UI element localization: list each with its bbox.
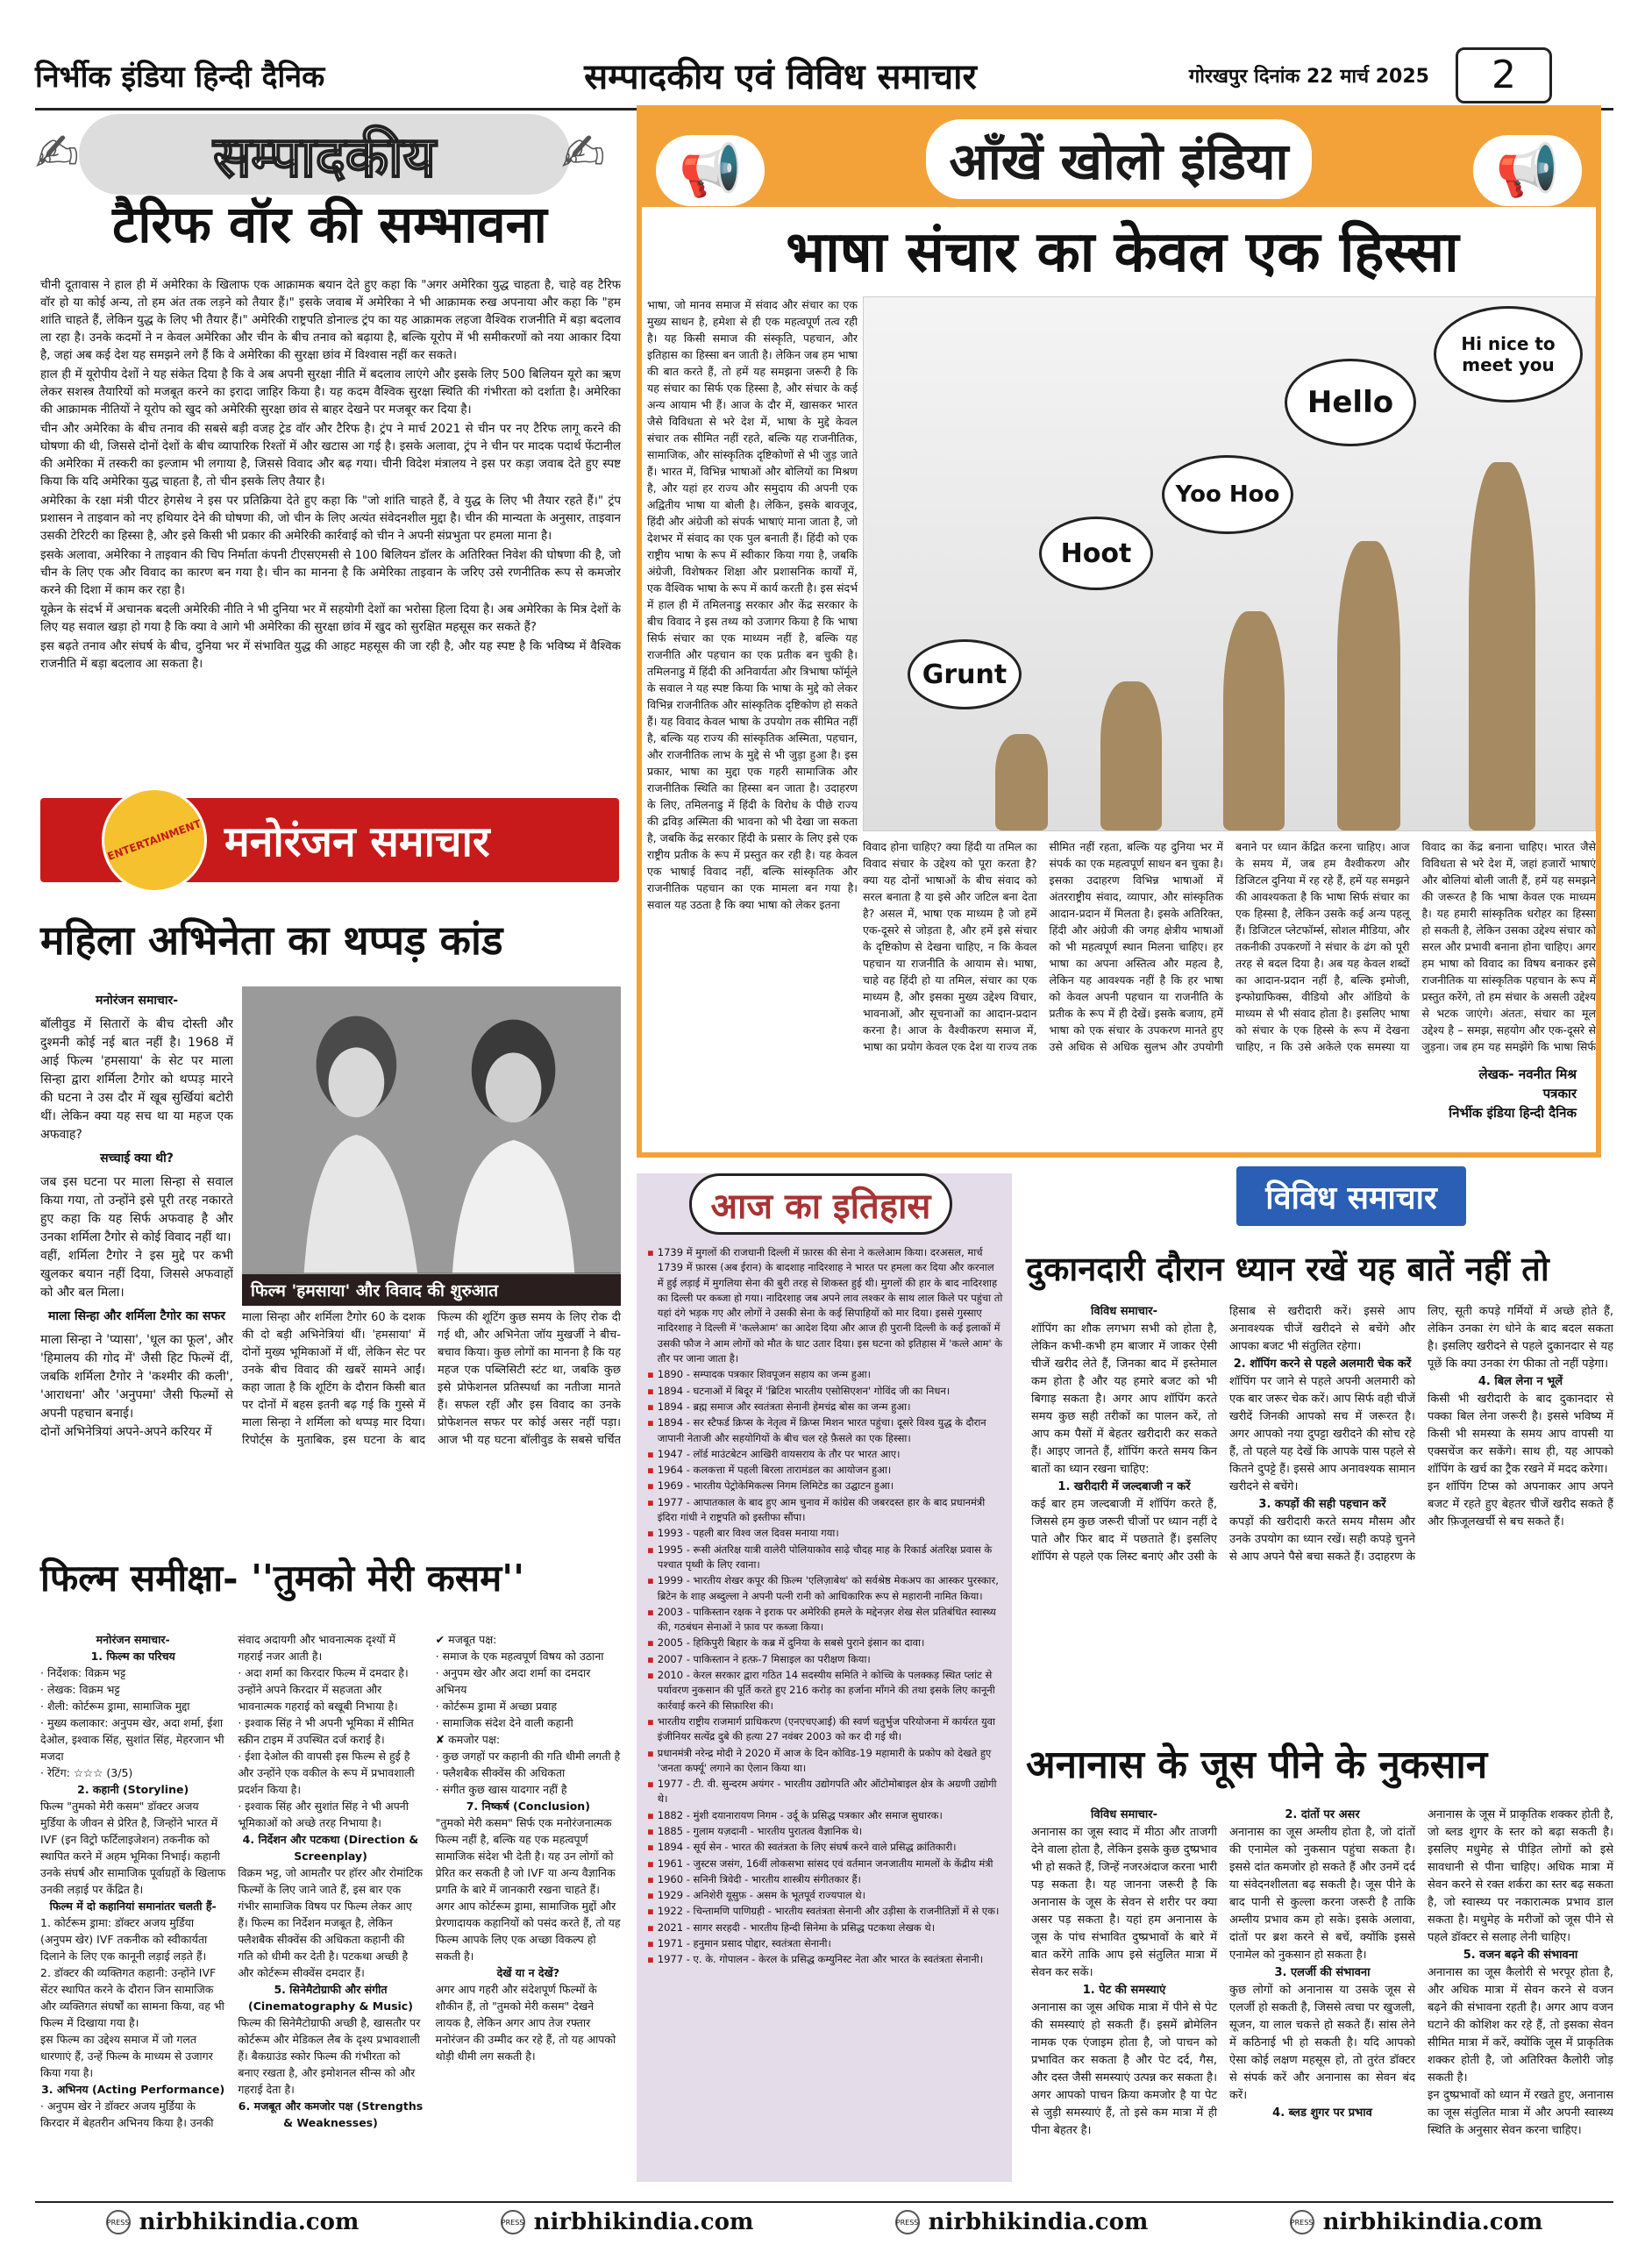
article-paragraph: 1. कोर्टरूम ड्रामा: डॉक्टर अजय मुर्डिया (अनुपम खेर) IVF तकनीक को स्वीकार्यता दिलाने के लिए एक कानूनी लड़ाई लड़ते हैं। [40, 1916, 208, 1963]
bullet-icon: ▪ [647, 1953, 654, 1966]
editorial-paragraph: इसके अलावा, अमेरिका ने ताइवान की चिप निर्माता कंपनी टीएसएमसी से 100 बिलियन डॉलर के अतिरिक्त निवेश की घोषणा की है, जो चीन के लिए एक और विवाद का कारण बन गया है। चीन का मानना है कि अमेरिका ताइवान के जरिए उसे रणनीतिक रूप से कमजोर करने की दिशा में काम कर रहा है। [40, 548, 621, 597]
editorial-body [40, 276, 621, 767]
history-item-text: 1999 - भारतीय शेखर कपूर की फ़िल्म 'एलिज़ाबेथ' को सर्वश्रेष्ठ मेकअप का आस्कर पुरस्कार, ब्रिटेन के शाह अब्दुल्ला ने अपनी पत्नी रानी को आधिकारिक रूप से महारानी नामित किया। [657, 1574, 999, 1602]
bullet-icon: ▪ [647, 1384, 654, 1397]
article-subhead: 2. कहानी (Storyline) [77, 1783, 189, 1796]
history-item-text: 2003 - पाकिस्तान रक्षक ने इराक पर अमेरिकी हमले के मद्देनज़र शेख सेल प्रतिबंधित स्वास्थ्य की, गठबंधन सेनाओं ने फ़ाव पर कब्जा किया। [657, 1605, 996, 1634]
editorial-headline: टैरिफ वॉर की सम्भावना [112, 195, 547, 254]
megaphone-icon: 📢 [1473, 135, 1582, 206]
actresses-photo-image [243, 986, 620, 1273]
article-paragraph: · संगीत कुछ खास यादगार नहीं है [435, 1783, 567, 1796]
website-link[interactable]: nirbhikindia.com [1322, 2209, 1543, 2235]
history-item-text: 1894 - घटनाओं में बिदूर में 'ब्रिटिश भारतीय एसोसिएशन' गोविंद जी का निधन। [657, 1384, 951, 1397]
entertainment-banner-label: मनोरंजन समाचार [224, 816, 490, 866]
article-subhead: 1. फिल्म का परिचय [90, 1650, 175, 1663]
feature-article [637, 105, 1601, 1158]
article-paragraph: बॉलीवुड में सितारों के बीच दोस्ती और दुश्मनी कोई नई बात नहीं है। 1968 में आई फिल्म 'हमसाया' के सेट पर माला सिन्हा द्वारा शर्मिला टैगोर को थप्पड़ मारने की घटना ने उस दौर में खूब सुर्खियां बटोरी थीं। लेकिन क्या यह सच था या महज एक अफवाह? [40, 1017, 233, 1142]
history-section [637, 1173, 1012, 2182]
article-subhead: 3. अभिनय (Acting Performance) [41, 2083, 225, 2096]
article-subhead: 1. पेट की समस्याएं [1082, 1984, 1166, 1997]
article-paragraph: · कुछ जगहों पर कहानी की गति धीमी लगती है [435, 1750, 621, 1763]
history-item [647, 1636, 1003, 1650]
article-paragraph: किसी भी खरीदारी के बाद दुकानदार से पक्का बिल लेना जरूरी है। इससे भविष्य में किसी भी समस्या के समय आप वापसी या एक्सचेंज कर सकेंगे। साथ ही, यह आपको शॉपिंग के खर्च का ट्रैक रखने में मदद करेगा। [1428, 1393, 1613, 1476]
speech-bubble-grunt: Grunt [908, 639, 1022, 709]
article-paragraph: · अदा शर्मा का किरदार फिल्म में दमदार है। उन्होंने अपने किरदार में सहजता और भावनात्मक गहराई को बखूबी निभाया है। [238, 1666, 409, 1713]
article-subhead: 1. खरीदारी में जल्दबाजी न करें [1057, 1480, 1191, 1493]
history-banner: आज का इतिहास [689, 1173, 952, 1235]
history-item-text: 1971 - हनुमान प्रसाद पोद्दार, स्वतंत्रता सेनानी। [657, 1937, 831, 1950]
bullet-icon: ▪ [647, 1246, 654, 1258]
review-body [40, 1631, 621, 2166]
history-item [647, 1495, 1003, 1526]
history-item-text: 1894 - सर स्टैफर्ड क्रिप्स के नेतृत्व में क्रिप्स मिशन भारत पहुंचा। दूसरे विश्व युद्ध के दौरान जापानी नेताजी और सहयोगियों के बीच चल रहे फ़ैसले का एक हिस्सा। [657, 1416, 986, 1444]
history-item-text: 1993 - पहली बार विश्व जल दिवस मनाया गया। [657, 1527, 839, 1540]
article-paragraph: · सामाजिक संदेश देने वाली कहानी [435, 1716, 573, 1729]
feature-banner [642, 110, 1596, 207]
bullet-icon: ▪ [647, 1669, 654, 1682]
history-item [647, 1746, 1003, 1777]
article-paragraph: 2. डॉक्टर की व्यक्तिगत कहानी: उन्होंने IVF सेंटर स्थापित करने के दौरान जिन सामाजिक और व्यक्तिगत संघर्षों का सामना किया, वह भी फिल्म में दिखाया गया है। [40, 1966, 224, 2029]
article-paragraph: · मुख्य कलाकार: अनुपम खेर, अदा शर्मा, ईशा देओल, इश्वाक सिंह, सुशांत सिंह, मेहरजान भी मजदा [40, 1716, 224, 1763]
history-item [647, 1714, 1003, 1745]
history-item [647, 1668, 1003, 1714]
bullet-icon: ▪ [647, 1527, 654, 1540]
article-subhead: 3. कपड़ों की सही पहचान करें [1258, 1498, 1386, 1511]
article-paragraph: "तुमको मेरी कसम" सिर्फ एक मनोरंजनात्मक फिल्म नहीं है, बल्कि यह एक महत्वपूर्ण सामाजिक संदेश भी देती है। यह उन लोगों को प्रेरित कर सकती है जो IVF या अन्य वैज्ञानिक प्रगति के बारे में जानकारी रखना चाहते हैं। अगर आप कोर्टरूम ड्रामा, सामाजिक मुद्दों और प्रेरणादायक कहानियों को पसंद करते हैं, तो यह फिल्म आपके लिए एक अच्छा विकल्प हो सकती है। [435, 1816, 621, 1963]
bullet-icon: ▪ [647, 1495, 654, 1508]
shopping-body [1031, 1303, 1613, 1707]
edition-date: गोरखपुर दिनांक 22 मार्च 2025 [1188, 65, 1429, 88]
article-subhead: 7. निष्कर्ष (Conclusion) [466, 1800, 590, 1813]
history-item-text: 1995 - रूसी अंतरिक्ष यात्री वालेरी पोलियाकोव साढ़े चौदह माह के रिकार्ड अंतरिक्ष प्रवास के पश्चात पृथ्वी के लिए रवाना। [657, 1543, 993, 1571]
history-item [647, 1857, 1003, 1871]
speech-bubble-hoot: Hoot [1039, 517, 1153, 590]
article-paragraph: ✘ कमजोर पक्ष: [435, 1733, 501, 1746]
history-item [647, 1400, 1003, 1415]
editorial-paragraph: इस बढ़ते तनाव और संघर्ष के बीच, दुनिया भर में संभावित युद्ध की आहट महसूस की जा रही है, और यह स्पष्ट है कि भविष्य में वैश्विक राजनीति में बड़ा बदलाव आ सकता है। [40, 639, 621, 671]
history-item-text: 1977 - टी. वी. सुन्दरम अयंगर - भारतीय उद्योगपति और ऑटोमोबाइल क्षेत्र के अग्रणी उद्योगी थे। [657, 1778, 997, 1806]
history-item-text: 1894 - ब्रह्म समाज और स्वतंत्रता सेनानी हेमचंद्र बोस का जन्म हुआ। [657, 1400, 911, 1413]
history-item-text: 1739 में मुगलों की राजधानी दिल्ली में फ़ारस की सेना ने कत्लेआम किया। दरअसल, मार्च 1739 में फ़ारस (अब ईरान) के बादशाह नादिरशाह ने भारत पर हमला कर दिया और करनाल में हुई लड़ाई में मुगलिया सेना की बुरी तरह से शिकस्त हुई थी। मुगलों की हार के बाद नादिरशाह का दिल्ली पर कब्जा हो गया। नादिरशाह जब अपने लाव लश्कर के साथ लाल किले पर पहुंचा तो यहां दंगे भड़क गए और लोगों ने उसकी सेना के कई सिपाहियों को मार दिया। इससे गुस्साए नादिरशाह ने दिल्ली में 'कत्लेआम' का आदेश दिया और आज ही पुरानी दिल्ली के कई इलाकों में उसकी फौज ने आम लोगों को मौत के घाट उतार दिया। इस घटना को इतिहास में 'कत्ले आम' के तौर पर जाना जाता है। [657, 1246, 1003, 1365]
article-paragraph: इस फिल्म का उद्देश्य समाज में जो गलत धारणाएं हैं, उन्हें फिल्म के माध्यम से उजागर किया गया है। [40, 2033, 213, 2079]
website-link[interactable]: nirbhikindia.com [533, 2209, 754, 2235]
article-subhead: फिल्म में दो कहानियां समानांतर चलती हैं- [49, 1899, 217, 1913]
history-item [647, 1840, 1003, 1855]
article-subhead: 4. निर्देशन और पटकथा (Direction & Screenplay) [242, 1833, 419, 1863]
bullet-icon: ▪ [647, 1921, 654, 1934]
actresses-photo [242, 987, 621, 1274]
article-paragraph: फिल्म की सिनेमैटोग्राफी अच्छी है, खासतौर पर कोर्टरूम और मेडिकल लैब के दृश्य प्रभावशाली हैं। बैकग्राउंड स्कोर फिल्म की गंभीरता को बनाए रखता है, और इमोशनल सीन्स को और गहराई देता है। [238, 2016, 421, 2096]
article-paragraph: जब इस घटना पर माला सिन्हा से सवाल किया गया, तो उन्होंने इसे पूरी तरह नकारते हुए कहा कि यह सिर्फ अफवाह है और उनका शर्मिला टैगोर से कोई विवाद नहीं था। [40, 1175, 233, 1244]
history-item-text: 1977 - ए. के. गोपालन - केरल के प्रसिद्ध कम्युनिस्ट नेता और भारत के स्वतंत्रता सेनानी। [657, 1953, 984, 1966]
history-item-text: 1929 - अनिशेरी यूसुफ़ - असम के भूतपूर्व राज्यपाल थे। [657, 1889, 865, 1902]
website-link[interactable]: nirbhikindia.com [139, 2209, 360, 2235]
article-paragraph: कुछ लोगों को अनानास या उसके जूस से एलर्जी हो सकती है, जिससे त्वचा पर खुजली, सूजन, या लाल चकत्ते हो सकते हैं। सांस लेने में कठिनाई भी हो सकती है। यदि आपको ऐसा कोई लक्षण महसूस हो, तो तुरंत डॉक्टर से संपर्क करें और अनानास का सेवन बंद करें। [1229, 1984, 1415, 2102]
history-item [647, 1463, 1003, 1478]
footer-cell [430, 2203, 824, 2241]
article-paragraph: कई बार हम जल्दबाजी में शॉपिंग करते हैं, जिससे हम कुछ जरूरी चीजों पर ध्यान नहीं दे पाते और फिर बाद में पछताते हैं। इसलिए शॉपिंग से पहले एक लिस्ट बनाएं और उसी के हिसाब से खरीदारी करें। इससे आप अनावश्यक चीजें खरीदने से बचेंगे और आपका बजट भी संतुलित रहेगा। [1031, 1305, 1415, 1564]
bullet-icon: ▪ [647, 1841, 654, 1854]
evolution-figure [1337, 541, 1400, 830]
bullet-icon: ▪ [647, 1543, 654, 1556]
article-subhead: देखें या न देखें? [496, 1966, 560, 1979]
history-item [647, 1605, 1003, 1636]
evolution-figure [1100, 681, 1162, 830]
history-item-text: 1894 - सूर्य सेन - भारत की स्वतंत्रता के लिए संघर्ष करने वाले प्रसिद्ध क्रांतिकारी। [657, 1841, 957, 1854]
history-item [647, 1526, 1003, 1541]
article-subhead: 4. बिल लेना न भूलें [1478, 1375, 1563, 1388]
footer [35, 2201, 1613, 2241]
history-item [647, 1904, 1003, 1919]
bullet-icon: ▪ [647, 1636, 654, 1650]
history-item [647, 1573, 1003, 1604]
bullet-icon: ▪ [647, 1652, 654, 1665]
history-item [647, 1872, 1003, 1887]
speech-bubble-hello: Hello [1285, 359, 1416, 446]
history-item-text: 2005 - हिकिपुरी बिहार के कब्र में दुनिया के सबसे पुराने इंसान का दावा। [657, 1636, 925, 1650]
bullet-icon: ▪ [647, 1714, 654, 1728]
masthead [35, 42, 1613, 110]
history-item [647, 1245, 1003, 1366]
bullet-icon: ▪ [647, 1464, 654, 1477]
history-item-text: 2021 - सागर सरहदी - भारतीय हिन्दी सिनेमा के प्रसिद्ध पटकथा लेखक थे। [657, 1921, 936, 1934]
bullet-icon: ▪ [647, 1746, 654, 1759]
byline-paper: निर्भीक इंडिया हिन्दी दैनिक [1449, 1105, 1577, 1121]
article-paragraph: · कोर्टरूम ड्रामा में अच्छा प्रवाह [435, 1700, 558, 1713]
article-subhead: 5. वजन बढ़ने की संभावना [1463, 1949, 1578, 1962]
section-title: सम्पादकीय एवं विविध समाचार [584, 56, 977, 97]
history-list [647, 1245, 1003, 2173]
history-item-text: 1947 - लॉर्ड माउंटबेटन आखिरी वायसराय के तौर पर भारत आए। [657, 1447, 901, 1460]
press-icon: PRESS [1290, 2210, 1314, 2234]
footer-cell [1219, 2203, 1613, 2241]
entertainment-headline: महिला अभिनेता का थप्पड़ कांड [40, 916, 503, 964]
bullet-icon: ▪ [647, 1368, 654, 1381]
bullet-icon: ▪ [647, 1905, 654, 1918]
pen-icon: ✍ [35, 123, 80, 184]
evolution-illustration [863, 296, 1596, 831]
article-paragraph: अनानास का जूस कैलोरी से भरपूर होता है, और अधिक मात्रा में सेवन करने से वजन बढ़ने की संभावना रहती है। अगर आप वजन घटाने की कोशिश कर रहे हैं, तो इसका सेवन सीमित मात्रा में करें, क्योंकि जूस में प्राकृतिक शक्कर होती है, जो अतिरिक्त कैलोरी जोड़ सकती है। [1428, 1966, 1613, 2085]
history-item-text: 1890 - सम्पादक पत्रकार शिवपूजन सहाय का जन्म हुआ। [657, 1368, 872, 1381]
bullet-icon: ▪ [647, 1808, 654, 1821]
history-item-text: 1960 - सनिनी त्रिवेदी - भारतीय शास्त्रीय संगीतकार हैं। [657, 1872, 861, 1885]
press-icon: PRESS [106, 2210, 131, 2234]
misc-news-banner: विविध समाचार [1236, 1166, 1466, 1226]
feature-byline [1449, 1065, 1577, 1122]
review-headline: फिल्म समीक्षा- ''तुमको मेरी कसम'' [40, 1557, 524, 1600]
article-paragraph: वहीं, शर्मिला टैगोर ने इस मुद्दे पर कभी खुलकर बयान नहीं दिया, जिससे अफवाहों को और बल मिला। [40, 1249, 233, 1300]
article-paragraph: · इश्वाक सिंह और सुशांत सिंह ने भी अपनी भूमिकाओं को अच्छे तरह निभाया है। [238, 1800, 409, 1829]
speech-bubble-hi-nice-to-meet-you: Hi nice to meet you [1434, 306, 1583, 403]
byline-role: पत्रकार [1542, 1086, 1577, 1101]
megaphone-icon: 📢 [656, 135, 765, 206]
footer-cell [824, 2203, 1219, 2241]
entertainment-logo: ENTERTAINMENT [87, 773, 222, 908]
article-subhead: विविध समाचार- [1091, 1808, 1157, 1821]
article-paragraph: · शैली: कोर्टरूम ड्रामा, सामाजिक मुद्दा [40, 1700, 190, 1713]
article-paragraph: · इश्वाक सिंह ने भी अपनी भूमिका में सीमित स्क्रीन टाइम में उपस्थित दर्ज कराई है। [238, 1716, 414, 1746]
history-item-text: प्रधानमंत्री नरेन्द्र मोदी ने 2020 में आज के दिन कोविड-19 महामारी के प्रकोप को देखते हुए 'जनता कर्फ्यू' लगाने का ऐलान किया था। [657, 1746, 992, 1774]
feature-body-left: भाषा, जो मानव समाज में संवाद और संचार का एक मुख्य साधन है, हमेशा से ही एक महत्वपूर्ण तत्व रही है। यह किसी समाज की संस्कृति, पहचान, और इतिहास का हिस्सा बन जाती है। लेकिन जब हम भाषा की बात करते हैं, तो हमें यह समझना जरूरी है कि यह संचार का सिर्फ एक हिस्सा है, और संचार के कई अन्य आयाम भी हैं। आज के दौर में, खासकर भारत जैसे विविधता से भरे देश में, भाषा के मुद्दे केवल संचार तक सीमित नहीं रहते, बल्कि यह राजनीतिक, सामाजिक, और सांस्कृतिक दृष्टिकोणों से भी जुड़ जाते हैं। भारत में, विभिन्न भाषाओं और बोलियों का मिश्रण है, और यहां हर राज्य और समुदाय की अपनी एक अद्वितीय भाषा या बोली है। लेकिन, इसके बावजूद, हिंदी और अंग्रेजी को संपर्क भाषाएं माना जाता है, जो देशभर में संवाद का एक पुल बनाती हैं। हिंदी को एक राष्ट्रीय भाषा के रूप में स्वीकार किया गया है, जबकि अंग्रेजी, विशेषकर शिक्षा और प्रशासनिक कार्यों में, एक वैश्विक भाषा के रूप में कार्य करती है। इस संदर्भ में हाल ही में तमिलनाडु सरकार और केंद्र सरकार के बीच विवाद ने इस तथ्य को उजागर किया है कि भाषा सिर्फ संचार का एक माध्यम नहीं है, बल्कि यह राजनीति और पहचान का एक प्रतीक बन चुकी है। तमिलनाडु में हिंदी की अनिवार्यता और त्रिभाषा फॉर्मूले के सवाल ने यह स्पष्ट किया कि भाषा के मुद्दे को लेकर विभिन्न राजनीतिक और सांस्कृतिक दृष्टिकोण हो सकते हैं। यह विवाद केवल भाषा के उपयोग तक सीमित नहीं है, बल्कि यह राज्य की सांस्कृतिक अस्मिता, पहचान, और राजनीतिक लाभ के मुद्दे से भी जुड़ा हुआ है। इस प्रकार, भाषा का मुद्दा एक गहरी सामाजिक और राजनीतिक स्थिति का हिस्सा बन जाता है। उदाहरण के लिए, तमिलनाडु में हिंदी के विरोध के पीछे राज्य की द्रविड़ अस्मिता की भावना को भी देखा जा सकता है, जबकि केंद्र सरकार हिंदी के प्रसार के लिए इसे एक राष्ट्रीय प्रतीक के रूप में प्रस्तुत कर रही है। यह केवल एक भाषाई विवाद नहीं, बल्कि सांस्कृतिक और राजनीतिक पहचान का एक मामला बन गया है। सवाल यह उठता है कि क्या भाषा को लेकर इतना [647, 298, 858, 911]
history-item [647, 1543, 1003, 1573]
article-subhead: 3. एलर्जी की संभावना [1274, 1966, 1371, 1979]
article-paragraph: · समाज के एक महत्वपूर्ण विषय को उठाना [435, 1650, 604, 1663]
article-paragraph: · लेखक: विक्रम भट्ट [40, 1683, 120, 1696]
article-subhead: 2. दांतों पर असर [1285, 1808, 1360, 1821]
article-paragraph: इन दुष्प्रभावों को ध्यान में रखते हुए, अनानास का जूस संतुलित मात्रा में और अपनी स्वास्थ्य स्थिति के अनुसार सेवन करना चाहिए। [1428, 2089, 1613, 2137]
page-number: 2 [1456, 47, 1552, 103]
pineapple-body [1031, 1807, 1613, 2192]
website-link[interactable]: nirbhikindia.com [928, 2209, 1149, 2235]
article-subhead: 5. सिनेमैटोग्राफी और संगीत (Cinematography & Music) [248, 1983, 413, 2013]
editorial-banner [79, 114, 570, 195]
article-paragraph: इन शॉपिंग टिप्स को अपनाकर आप अपने बजट में रहते हुए बेहतर चीजें खरीद सकते हैं और फ़िजूलखर्ची से बच सकते हैं। [1428, 1480, 1613, 1529]
article-paragraph: · अनुपम खेर और अदा शर्मा का दमदार अभिनय [435, 1666, 591, 1696]
article-subhead: सच्चाई क्या थी? [100, 1151, 174, 1165]
history-item-text: 1885 - गुलाम यज़दानी - भारतीय पुरातत्व वैज्ञानिक थे। [657, 1824, 863, 1837]
article-paragraph: कपड़ों की खरीदारी करते समय मौसम और उनके उपयोग का ध्यान रखें। सही कपड़े चुनने से आप अपने पैसे बचा सकते हैं। उदाहरण के लिए, सूती कपड़े गर्मियों में अच्छे होते हैं, लेकिन उनका रंग धोने के बाद बदल सकता है। इसलिए खरीदने से पहले दुकानदार से यह पूछें कि क्या उनका रंग फीका तो नहीं पड़ेगा। [1229, 1305, 1613, 1564]
history-item [647, 1888, 1003, 1903]
history-item [647, 1384, 1003, 1399]
history-item-text: 1922 - चिन्तामणि पाणिग्रही - भारतीय स्वतंत्रता सेनानी और उड़ीसा के राजनीतिज्ञों में से एक। [657, 1905, 1000, 1918]
article-paragraph: · ईशा देओल की वापसी इस फिल्म से हुई है और उन्होंने एक वकील के रूप में प्रभावशाली प्रदर्शन किया है। [238, 1750, 415, 1796]
speech-bubble-yoo-hoo: Yoo Hoo [1162, 455, 1293, 534]
history-item-text: 1969 - भारतीय पेट्रोकेमिकल्स निगम लिमिटेड का उद्घाटन हुआ। [657, 1479, 894, 1493]
article-paragraph: अनानास का जूस स्वाद में मीठा और ताजगी देने वाला होता है, लेकिन इसके कुछ दुष्प्रभाव भी हो सकते हैं, जिन्हें नजरअंदाज करना भारी पड़ सकता है। यह जानना जरूरी है कि अनानास के जूस के सेवन से शरीर पर क्या असर पड़ सकता है। यहां हम अनानास के जूस के पांच संभावित दुष्प्रभावों के बारे में बात करेंगे ताकि आप इसे संतुलित मात्रा में सेवन कर सकें। [1031, 1826, 1217, 1979]
article-subhead: मनोरंजन समाचार- [96, 1633, 170, 1646]
history-item [647, 1652, 1003, 1667]
editorial-banner-label: सम्पादकीय [213, 124, 436, 190]
bullet-icon: ▪ [647, 1857, 654, 1870]
article-paragraph: शॉपिंग पर जाने से पहले अपनी अलमारी को एक बार जरूर चेक करें। आप सिर्फ वही चीजें खरीदें जिनकी आपको सच में जरूरत है। अगर आपको नया दुपट्टा खरीदने की सोच रहे हैं, तो पहले यह देखें कि आपके पास पहले से कितने दुपट्टे हैं। इससे आप अनावश्यक सामान खरीदने से बचेंगे। [1229, 1375, 1415, 1493]
article-paragraph: दोनों अभिनेत्रियां अपने-अपने करियर में [40, 1425, 212, 1439]
article-paragraph: अनानास के जूस में प्राकृतिक शक्कर होती है, जो ब्लड शुगर के स्तर को बढ़ा सकती है। इसलिए मधुमेह से पीड़ित लोगों को इसे सावधानी से पीना चाहिए। अधिक मात्रा में सेवन करने से रक्त शर्करा का स्तर बढ़ सकता है, जो स्वास्थ्य पर नकारात्मक प्रभाव डाल सकता है। मधुमेह के मरीजों को जूस पीने से पहले डॉक्टर से सलाह लेनी चाहिए। [1428, 1808, 1613, 1944]
feature-banner-label: आँखें खोलो इंडिया [926, 119, 1311, 199]
article-subhead: माला सिन्हा और शर्मिला टैगोर का सफर [47, 1309, 226, 1323]
bullet-icon: ▪ [647, 1824, 654, 1837]
feature-headline: भाषा संचार का केवल एक हिस्सा [786, 219, 1459, 285]
article-paragraph: · निर्देशक: विक्रम भट्ट [40, 1666, 126, 1679]
bullet-icon: ▪ [647, 1400, 654, 1413]
history-item-text: 1882 - मुंशी दयानारायण निगम - उर्दू के प्रसिद्ध पत्रकार और समाज सुधारक। [657, 1808, 943, 1821]
bullet-icon: ▪ [647, 1447, 654, 1460]
article-paragraph: फिल्म "तुमको मेरी कसम" डॉक्टर अजय मुर्डिया के जीवन से प्रेरित है, जिन्होंने भारत में IVF (इन विट्रो फर्टिलाइजेशन) तकनीक को स्थापित करने में अहम भूमिका निभाई। कहानी उनके संघर्ष और सामाजिक पूर्वाग्रहों के खिलाफ उनकी लड़ाई पर केंद्रित है। [40, 1800, 226, 1896]
feature-body-bottom: विवाद होना चाहिए? क्या हिंदी या तमिल का विवाद संचार के उद्देश्य को पूरा करता है? क्या यह दोनों भाषाओं के बीच संवाद को सरल बनाता है या इसे और जटिल बना देता है? असल में, भाषा एक माध्यम है जो हमें एक-दूसरे से जोड़ता है, और हमें इसे संचार के दृष्टिकोण से देखना चाहिए, न कि केवल पहचान या राजनीति के आयाम से। भाषा, चाहे वह हिंदी हो या तमिल, संचार का एक माध्यम है, और इसका मुख्य उद्देश्य विचार, भावनाओं, और सूचनाओं का आदान-प्रदान करना है। आज के वैश्वीकरण समाज में, भाषा का प्रयोग केवल एक देश या राज्य तक सीमित नहीं रहता, बल्कि यह दुनिया भर में संपर्क का एक महत्वपूर्ण साधन बन चुका है। इसका उदाहरण विभिन्न भाषाओं में अंतरराष्ट्रीय संवाद, व्यापार, और सांस्कृतिक आदान-प्रदान में मिलता है। इसके अतिरिक्त, हिंदी और अंग्रेजी की जगह क्षेत्रीय भाषाओं को भी महत्वपूर्ण स्थान मिलना चाहिए। हर भाषा का अपना अस्तित्व और महत्व है, लेकिन यह आवश्यक नहीं है कि हर भाषा को केवल अपनी पहचान या राजनीति के प्रतीक के रूप में ही देखें। इसके बजाय, हमें भाषा को एक संचार के उपकरण मानते हुए उसे अधिक से अधिक सुलभ और उपयोगी बनाने पर ध्यान केंद्रित करना चाहिए। आज के समय में, जब हम वैश्वीकरण और डिजिटल दुनिया में रह रहे हैं, हमें यह समझने की आवश्यकता है कि भाषा सिर्फ संचार का एक हिस्सा है, लेकिन उसके कई अन्य पहलू हैं। डिजिटल प्लेटफॉर्म्स, सोशल मीडिया, और तकनीकी उपकरणों ने संचार के ढंग को पूरी तरह से बदल दिया है। अब यह केवल शब्दों का आदान-प्रदान नहीं है, बल्कि इमोजी, इन्फोग्राफिक्स, वीडियो और ऑडियो के माध्यम से भी संवाद होता है। इसलिए भाषा को संचार के एक हिस्से के रूप में देखना चाहिए, न कि उसे अकेले एक समस्या या विवाद का केंद्र बनाना चाहिए। भारत जैसे विविधता से भरे देश में, जहां हजारों भाषाएं और बोलियां बोली जाती हैं, हमें यह समझने की जरूरत है कि भाषा केवल एक माध्यम है। यह हमारी सांस्कृतिक धरोहर का हिस्सा हो सकती है, लेकिन उसका उद्देश्य संचार को सरल और प्रभावी बनाना होना चाहिए। अगर हम भाषा को विवाद का विषय बनाकर इसे राजनीतिक या सांस्कृतिक पहचान के रूप में प्रस्तुत करेंगे, तो हम संचार के असली उद्देश्य से भटक जाएंगे। अंततः, संचार का मूल उद्देश्य है – समझ, सहयोग और एक-दूसरे से जुड़ना। जब हम यह समझेंगे कि भाषा सिर्फ [863, 840, 1596, 1053]
bullet-icon: ▪ [647, 1778, 654, 1791]
history-item [647, 1367, 1003, 1382]
bullet-icon: ▪ [647, 1479, 654, 1493]
article-subhead: 2. शॉपिंग करने से पहले अलमारी चेक करें [1233, 1358, 1412, 1371]
byline-author: लेखक- नवनीत मिश्र [1478, 1066, 1577, 1082]
entertainment-article-left [40, 987, 233, 1443]
history-item [647, 1936, 1003, 1951]
article-paragraph: · रेटिंग: ☆☆☆ (3/5) [40, 1766, 133, 1779]
press-icon: PRESS [895, 2210, 920, 2234]
article-paragraph: · अनुपम खेर ने डॉक्टर अजय मुर्डिया के किरदार में बेहतरीन अभिनय किया है। उनकी संवाद अदायगी और भावनात्मक दृश्यों में गहराई नजर आती है। [40, 1633, 395, 2129]
history-item [647, 1415, 1003, 1446]
editorial-paragraph: चीन और अमेरिका के बीच तनाव की सबसे बड़ी वजह ट्रेड वॉर और टैरिफ है। ट्रंप ने मार्च 2021 से चीन पर नए टैरिफ लागू करने की घोषणा की थी, जिससे दोनों देशों के बीच व्यापारिक रिश्तों में और खटास आ गई है। इसके अलावा, ट्रंप ने चीन पर मादक पदार्थ फेंटानील की अमेरिका में तस्करी का इल्जाम भी लगाया है, जिससे विवाद और बढ़ गया। चीनी विदेश मंत्रालय ने इस पर कड़ा जवाब देते हुए स्पष्ट किया कि यदि अमेरिका युद्ध चाहता है, तो चीन इसके लिए तैयार है। [40, 422, 621, 488]
pineapple-headline: अनानास के जूस पीने के नुकसान [1026, 1743, 1488, 1787]
history-item-text: 1964 - कलकत्ता में पहली बिरला तारामंडल का आयोजन हुआ। [657, 1464, 892, 1477]
article-paragraph: शॉपिंग का शौक लगभग सभी को होता है, लेकिन कभी-कभी हम बाजार में जाकर ऐसी चीजें खरीद लेते हैं, जिनका बाद में इस्तेमाल कम होता है और यह हमारे बजट को भी बिगाड़ सकता है। अगर आप शॉपिंग करते समय कुछ सही तरीकों का पालन करें, तो आप कम पैसों में बेहतर खरीदारी कर सकते हैं। आइए जानते हैं, शॉपिंग करते समय किन बातों का ध्यान रखना चाहिए: [1031, 1322, 1217, 1476]
article-paragraph: अनानास का जूस अधिक मात्रा में पीने से पेट की समस्याएं हो सकती हैं। इसमें ब्रोमेलिन नामक एक एंजाइम होता है, जो पाचन को प्रभावित कर सकता है और पेट दर्द, गैस, और दस्त जैसी समस्याएं उत्पन्न कर सकता है। अगर आपको पाचन क्रिया कमजोर है या पेट से जुड़ी समस्याएं हैं, तो इसे कम मात्रा में ही पीना बेहतर है। [1031, 2001, 1217, 2137]
entertainment-banner [40, 798, 619, 882]
editorial-paragraph: अमेरिका के रक्षा मंत्री पीटर हेगसेथ ने इस पर प्रतिक्रिया देते हुए कहा कि "जो शांति चाहते हैं, वे युद्ध के लिए भी तैयार रहते हैं।" ट्रंप प्रशासन ने ताइवान को नए हथियार देने की घोषणा की, जो चीन के लिए अत्यंत संवेदनशील मुद्दा है। चीन की मान्यता के अनुसार, ताइवान उसकी टेरिटरी का हिस्सा है, और इसे किसी भी प्रकार की अमेरिकी कार्रवाई को चीन ने अपनी संप्रभुता पर हमला माना है। [40, 494, 621, 543]
article-paragraph: अनानास का जूस अम्लीय होता है, जो दांतों की एनामेल को नुकसान पहुंचा सकता है। इससे दांत कमजोर हो सकते हैं और उनमें दर्द या संवेदनशीलता बढ़ सकती है। जूस पीने के बाद पानी से कुल्ला करना जरूरी है ताकि अम्लीय प्रभाव कम हो सके। इसके अलावा, दांतों पर ब्रश करने से बचें, क्योंकि इससे एनामेल को नुकसान हो सकता है। [1229, 1826, 1415, 1962]
history-item-text: भारतीय राष्ट्रीय राजमार्ग प्राधिकरण (एनएचएआई) की स्वर्ण चतुर्भुज परियोजना में कार्यरत युवा इंजीनियर सत्येंद्र दुबे की हत्या 27 नवंबर 2003 को कर दी गई थी। [657, 1714, 996, 1743]
history-item-text: 1961 - जुस्टस जसंग, 16वीं लोकसभा सांसद एवं वर्तमान जनजातीय मामलों के केंद्रीय मंत्री [657, 1857, 993, 1870]
photo-caption: फिल्म 'हमसाया' और विवाद की शुरुआत [242, 1274, 621, 1306]
article-paragraph: ✔ मजबूत पक्ष: [435, 1633, 497, 1646]
article-subhead: 4. ब्लड शुगर पर प्रभाव [1272, 2106, 1372, 2120]
history-item [647, 1777, 1003, 1807]
evolution-figure [1469, 462, 1535, 830]
article-subhead: 6. मजबूत और कमजोर पक्ष (Strengths & Weaknesses) [238, 2099, 424, 2129]
history-item-text: 2010 - केरल सरकार द्वारा गठित 14 सदस्यीय समिति ने कोच्चि के पलक्कड़ स्थित प्लांट से पर्यावरण नुकसान की पूर्ति करते हुए 216 करोड़ का हर्जाना माँगने की तथा इसके लिए कानूनी कार्रवाई करने की सिफ़ारिश की। [657, 1669, 995, 1712]
evolution-figure [995, 734, 1048, 830]
bullet-icon: ▪ [647, 1937, 654, 1950]
history-item [647, 1952, 1003, 1967]
history-item [647, 1479, 1003, 1493]
press-icon: PRESS [501, 2210, 525, 2234]
evolution-figure [1223, 611, 1285, 830]
editorial-paragraph: यूक्रेन के संदर्भ में अचानक बदली अमेरिकी नीति ने भी दुनिया भर में सहयोगी देशों का भरोसा हिला दिया है। अब अमेरिका के मित्र देशों के लिए यह सवाल खड़ा हो गया है कि क्या वे आगे भी अमेरिका की सुरक्षा छांव में खुद को सुरक्षित महसूस कर सकते हैं? [40, 602, 621, 634]
article-paragraph: · फ्लैशबैक सीक्वेंस की अधिकता [435, 1766, 566, 1779]
bullet-icon: ▪ [647, 1574, 654, 1587]
history-item [647, 1808, 1003, 1823]
history-item-text: 1977 - आपातकाल के बाद हुए आम चुनाव में कांग्रेस की जबरदस्त हार के बाद प्रधानमंत्री इंदिरा गांधी ने राष्ट्रपति को इस्तीफा सौंपा। [657, 1495, 986, 1524]
article-paragraph: अगर आप गहरी और संदेशपूर्ण फिल्मों के शौकीन हैं, तो "तुमको मेरी कसम" देखने लायक है, लेकिन अगर आप तेज रफ्तार मनोरंजन की उम्मीद कर रहे हैं, तो यह आपको थोड़ी धीमी लग सकती है। [435, 1983, 616, 2063]
bullet-icon: ▪ [647, 1889, 654, 1902]
bullet-icon: ▪ [647, 1416, 654, 1429]
bullet-icon: ▪ [647, 1872, 654, 1885]
entertainment-article-right: माला सिन्हा और शर्मिला टैगोर 60 के दशक की दो बड़ी अभिनेत्रियां थीं। 'हमसाया' में दोनों मुख्य भूमिकाओं में थीं, लेकिन सेट पर उनके बीच विवाद की खबरें सामने आईं। कहा जाता है कि शूटिंग के दौरान किसी बात पर दोनों में बहस इतनी बढ़ गई कि गुस्से में माला सिन्हा ने शर्मिला को थप्पड़ मार दिया। रिपोर्ट्स के मुताबिक, इस घटना के बाद फिल्म की शूटिंग कुछ समय के लिए रोक दी गई थी, और अभिनेता जॉय मुखर्जी ने बीच-बचाव किया। कुछ लोगों का मानना है कि यह महज एक पब्लिसिटी स्टंट था, जबकि कुछ इसे प्रोफेशनल प्रतिस्पर्धा का नतीजा मानते हैं। सफल रहीं और इस विवाद का उनके प्रोफेशनल सफर पर कोई असर नहीं पड़ा। आज भी यह घटना बॉलीवुड के सबसे चर्चित [242, 1311, 621, 1447]
article-paragraph: माला सिन्हा ने 'प्यासा', 'धूल का फूल', और 'हिमालय की गोद में' जैसी हिट फिल्में दीं, जबकि शर्मिला टैगोर ने 'कश्मीर की कली', 'आराधना' और 'अनुपमा' जैसी फिल्मों से अपनी पहचान बनाई। [40, 1333, 233, 1421]
paper-name: निर्भीक इंडिया हिन्दी दैनिक [35, 59, 325, 95]
article-subhead: मनोरंजन समाचार- [95, 994, 179, 1008]
bullet-icon: ▪ [647, 1605, 654, 1618]
history-item [647, 1447, 1003, 1462]
pen-icon: ✍ [561, 123, 606, 184]
editorial-paragraph: हाल ही में यूरोपीय देशों ने यह संकेत दिया है कि वे अब अपनी सुरक्षा नीति में बदलाव लाएंगे और इसके लिए 500 बिलियन यूरो का ऋण लेकर सशस्त्र तैयारियों को मजबूत करने का इरादा जाहिर किया है। यह कदम वैश्विक सुरक्षा स्थिति की गंभीरता को दर्शाता है। अमेरिका की आक्रामक नीतियों ने यूरोप को खुद को अमेरिकी सुरक्षा छांव से बाहर देखने पर मजबूर कर दिया है। [40, 367, 621, 417]
article-paragraph: विक्रम भट्ट, जो आमतौर पर हॉरर और रोमांटिक फिल्मों के लिए जाने जाते हैं, इस बार एक गंभीर सामाजिक विषय पर फिल्म लेकर आए हैं। फिल्म का निर्देशन मजबूत है, लेकिन फ्लैशबैक सीक्वेंस की अधिकता कहानी की गति को धीमी कर देती है। पटकथा अच्छी है और कोर्टरूम सीक्वेंस दमदार हैं। [238, 1866, 423, 1979]
history-item [647, 1824, 1003, 1839]
editorial-paragraph: चीनी दूतावास ने हाल ही में अमेरिका के खिलाफ एक आक्रामक बयान देते हुए कहा कि "अगर अमेरिका युद्ध चाहता है, चाहे वह टैरिफ वॉर हो या कोई अन्य, तो हम अंत तक लड़ने को तैयार हैं।" इसके जवाब में अमेरिका ने भी आक्रामक रुख अपनाया और कहा कि "हम शांति चाहते हैं, लेकिन युद्ध के लिए भी तैयार हैं।" अमेरिकी राष्ट्रपति डोनाल्ड ट्रंप का यह आक्रामक लहजा वैश्विक राजनीति में बड़ा बदलाव ला रहा है। उनके कदमों ने न केवल अमेरिका और चीन के बीच तनाव को बढ़ाया है, बल्कि यूरोप में भी समीकरणों को नया आकार दिया है, जहां अब कई देश यह समझने लगे हैं कि वे अमेरिका की सुरक्षा छांव में विश्वास नहीं कर सकते। [40, 278, 621, 362]
history-item [647, 1921, 1003, 1935]
history-item-text: 2007 - पाकिस्तान ने हत्फ़-7 मिसाइल का परीक्षण किया। [657, 1652, 871, 1665]
article-subhead: विविध समाचार- [1091, 1305, 1157, 1318]
footer-cell [35, 2203, 430, 2241]
shopping-headline: दुकानदारी दौरान ध्यान रखें यह बातें नहीं तो [1026, 1249, 1549, 1288]
